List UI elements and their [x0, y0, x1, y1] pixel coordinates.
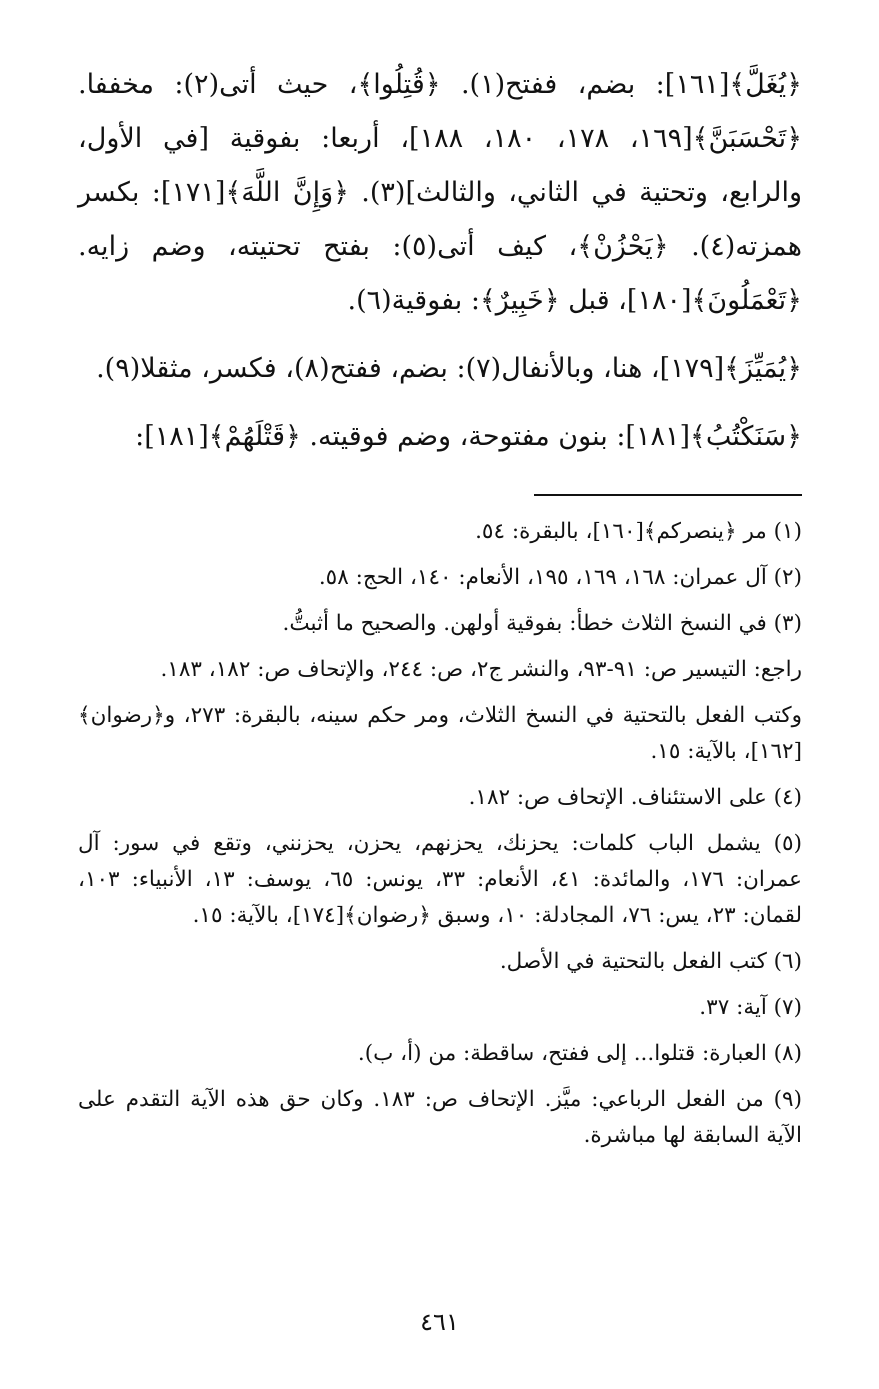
footnote-separator — [534, 494, 802, 496]
footnote-8: (٨) العبارة: قتلوا... إلى ففتح، ساقطة: من (أ، ب). — [357, 1041, 802, 1066]
footnote-5: (٥) يشمل الباب كلمات: يحزنك، يحزنهم، يحزن، يحزنني، وتقع في سور: آل عمران: ١٧٦، والمائدة: ٤١، الأنعام: ٣٣، يونس: ٦٥، يوسف: ١٣، الأنبياء: ١٠٣، لقمان: ٢٣، يس: ٧٦، المجادلة: ١٠، وسبق ﴿رضوان﴾[١٧٤]، بالآية: ١٥. — [78, 831, 802, 928]
footnote-3: (٣) في النسخ الثلاث خطأ: بفوقية أولهن. والصحيح ما أثبتُّ. — [282, 611, 802, 636]
main-text — [78, 58, 802, 464]
footnote-1: (١) مر ﴿ينصركم﴾[١٦٠]، بالبقرة: ٥٤. — [475, 519, 802, 544]
footnote-3-continued-sources: راجع: التيسير ص: ٩١-٩٣، والنشر ج٢، ص: ٢٤٤، والإتحاف ص: ١٨٢، ١٨٣. — [160, 657, 802, 682]
main-paragraph-1: ﴿يُغَلَّ﴾[١٦١]: بضم، ففتح(١). ﴿قُتِلُوا﴾، حيث أتى(٢): مخففا. ﴿تَحْسَبَنَّ﴾[١٦٩، ١٧٨، ١٨٠، ١٨٨]، أربعا: بفوقية [في الأول، والرابع، وتحتية في الثاني، والثالث](٣). ﴿وَإِنَّ اللَّهَ﴾[١٧١]: بكسر همزته(٤). ﴿يَحْزُنْ﴾، كيف أتى(٥): بفتح تحتيته، وضم زايه. ﴿تَعْمَلُونَ﴾[١٨٠]، قبل ﴿خَبِيرٌ﴾: بفوقية(٦). — [78, 69, 803, 316]
footnote-3-continued-remark: وكتب الفعل بالتحتية في النسخ الثلاث، ومر حكم سينه، بالبقرة: ٢٧٣، و﴿رضوان﴾[١٦٢]، بالآية: ١٥. — [78, 703, 803, 764]
page-body — [78, 58, 802, 1164]
footnote-9: (٩) من الفعل الرباعي: ميَّز. الإتحاف ص: ١٨٣. وكان حق هذه الآية التقدم على الآية السابقة لها مباشرة. — [78, 1087, 802, 1148]
main-paragraph-3: ﴿سَنَكْتُبُ﴾[١٨١]: بنون مفتوحة، وضم فوقيته. ﴿قَتْلَهُمْ﴾[١٨١]: — [135, 421, 802, 452]
footnotes — [78, 514, 802, 1154]
footnote-2: (٢) آل عمران: ١٦٨، ١٦٩، ١٩٥، الأنعام: ١٤٠، الحج: ٥٨. — [318, 565, 802, 590]
footnote-7: (٧) آية: ٣٧. — [699, 995, 802, 1020]
footnote-6: (٦) كتب الفعل بالتحتية في الأصل. — [499, 949, 802, 974]
page-number: ٤٦١ — [420, 1308, 459, 1336]
main-paragraph-2: ﴿يُمَيِّزَ﴾[١٧٩]، هنا، وبالأنفال(٧): بضم، ففتح(٨)، فكسر، مثقلا(٩). — [96, 353, 802, 384]
footnote-4: (٤) على الاستئناف. الإتحاف ص: ١٨٢. — [468, 785, 802, 810]
